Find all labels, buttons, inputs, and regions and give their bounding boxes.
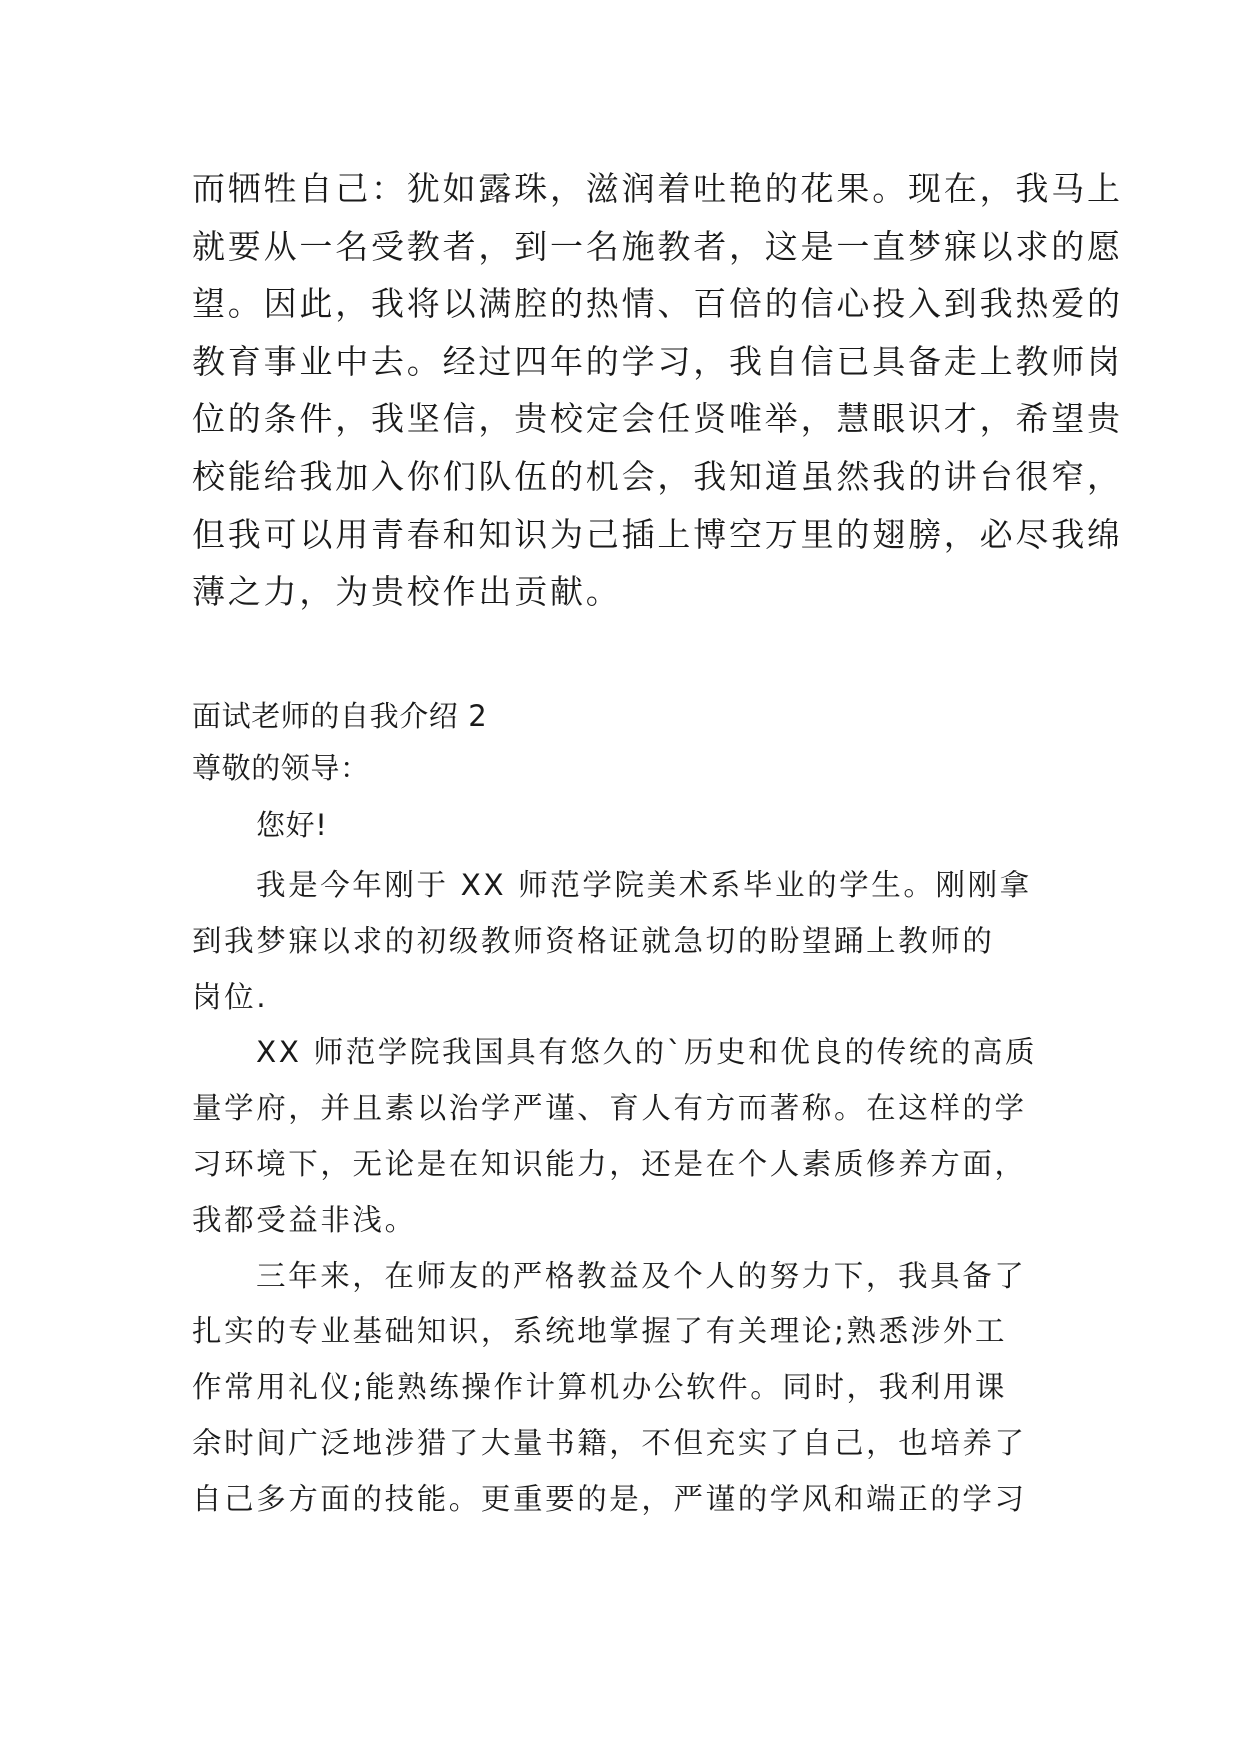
text-line: 而牺牲自己：犹如露珠，滋润着吐艳的花果。现在，我马上 — [192, 169, 1123, 208]
text-line: 到我梦寐以求的初级教师资格证就急切的盼望踊上教师的 — [192, 923, 995, 958]
text-line: 就要从一名受教者，到一名施教者，这是一直梦寐以求的愿 — [192, 226, 1123, 266]
text-line: 但我可以用青春和知识为己插上博空万里的翅膀，必尽我绵 — [192, 514, 1123, 554]
section-title: 面试老师的自我介绍 2 — [192, 699, 488, 733]
section-header — [192, 690, 1072, 794]
text-line: 作常用礼仪;能熟练操作计算机办公软件。同时，我利用课 — [192, 1370, 1008, 1405]
text-line: 量学府，并且素以治学严谨、育人有方而著称。在这样的学 — [192, 1091, 1027, 1126]
letter-body — [192, 858, 1072, 1528]
text-line: 校能给我加入你们队伍的机会，我知道虽然我的讲台很窄， — [192, 456, 1123, 496]
text-line: XX 师范学院我国具有悠久的`历史和优良的传统的高质 — [256, 1035, 1038, 1070]
text-line: 三年来，在师友的严格教益及个人的努力下，我具备了 — [256, 1258, 1027, 1293]
text-line: 岗位. — [192, 979, 269, 1014]
text-line: 习环境下，无论是在知识能力，还是在个人素质修养方面， — [192, 1146, 1027, 1181]
text-line: 我是今年刚于 XX 师范学院美术系毕业的学生。刚刚拿 — [256, 868, 1032, 902]
paragraph-continued — [192, 160, 1123, 621]
text-line: 扎实的专业基础知识，系统地掌握了有关理论;熟悉涉外工 — [192, 1314, 1008, 1349]
text-line: 我都受益非浅。 — [192, 1202, 417, 1237]
salutation: 尊敬的领导： — [192, 751, 370, 785]
text-line: 位的条件，我坚信，贵校定会任贤唯举，慧眼识才，希望贵 — [192, 399, 1123, 439]
text-line: 教育事业中去。经过四年的学习，我自信已具备走上教师岗 — [192, 341, 1123, 381]
greeting: 您好! — [256, 808, 328, 842]
text-line: 薄之力，为贵校作出贡献。 — [192, 572, 622, 612]
text-line: 望。因此，我将以满腔的热情、百倍的信心投入到我热爱的 — [192, 284, 1123, 324]
text-line: 余时间广泛地涉猎了大量书籍，不但充实了自己，也培养了 — [192, 1425, 1027, 1460]
text-line: 自己多方面的技能。更重要的是，严谨的学风和端正的学习 — [192, 1481, 1027, 1516]
